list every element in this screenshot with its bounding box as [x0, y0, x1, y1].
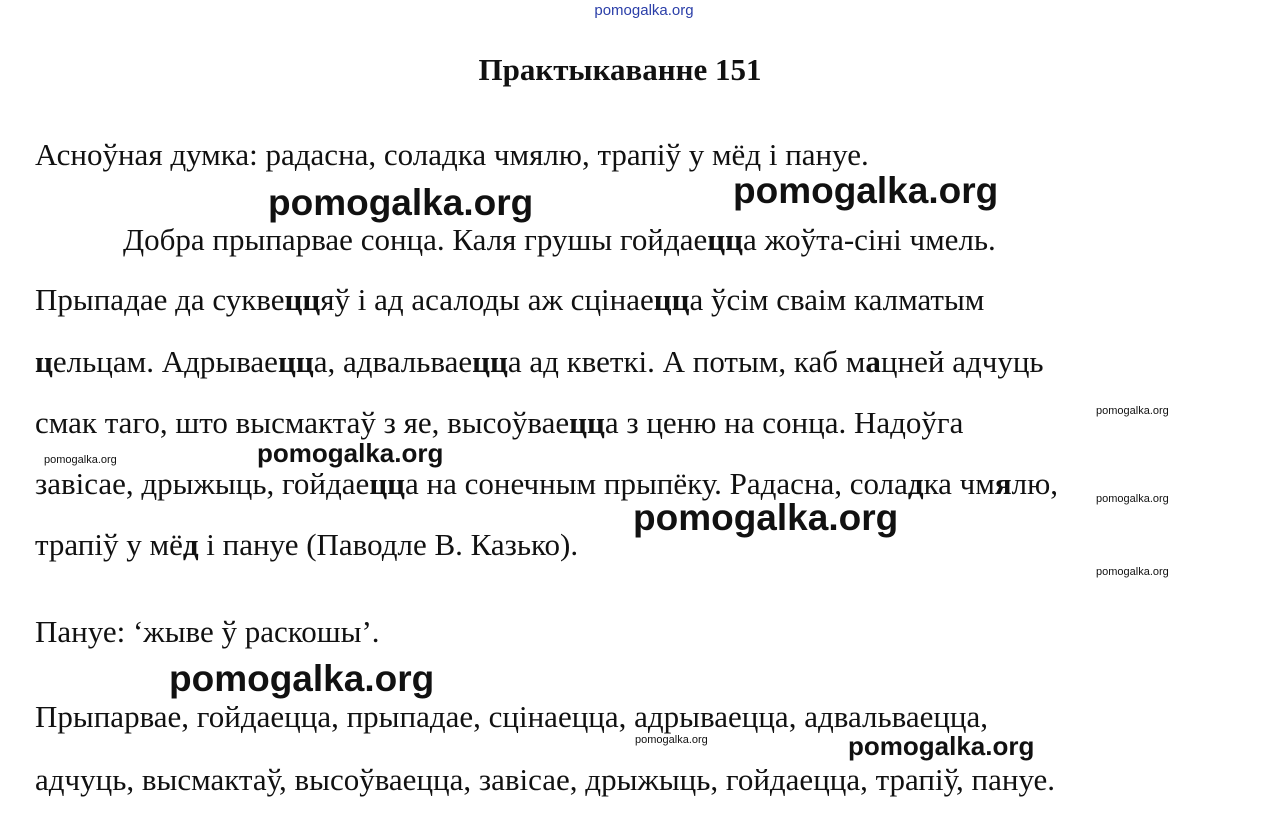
- watermark: pomogalka.org: [848, 731, 1035, 761]
- emphasis-letters: д: [907, 466, 924, 501]
- page-title: Практыкаванне 151: [478, 52, 762, 87]
- emphasis-letters: я: [994, 466, 1012, 501]
- text-run: трапіў у мё: [35, 527, 183, 562]
- text-run: Добра прыпарвае сонца. Каля грушы гойдае: [123, 222, 708, 257]
- passage-line: [35, 342, 1044, 382]
- text-run: смак таго, што высмактаў з яе, высоўвае: [35, 405, 570, 440]
- emphasis-letters: цц: [284, 282, 321, 317]
- text-run: завісае, дрыжыць, гойдае: [35, 466, 370, 501]
- text-run: і пануе (Паводле В. Казько).: [198, 527, 579, 562]
- emphasis-letters: цц: [707, 222, 743, 257]
- emphasis-letters: цц: [472, 344, 508, 379]
- main-idea: Асноўная думка: радасна, соладка чмялю, трапіў у мёд і пануе.: [35, 137, 869, 172]
- emphasis-letters: д: [182, 527, 199, 562]
- emphasis-letters: а: [865, 344, 881, 379]
- text-run: а з ценю на сонца. Надоўга: [604, 405, 964, 440]
- watermark: pomogalka.org: [733, 170, 999, 211]
- watermark: pomogalka.org: [1096, 566, 1169, 578]
- text-run: а, адвальвае: [313, 344, 473, 379]
- text-run: ка чм: [923, 466, 995, 501]
- text-run: а жоўта-сіні чмель.: [742, 222, 996, 257]
- text-run: а ўсім сваім калматым: [689, 282, 985, 317]
- emphasis-letters: цц: [569, 405, 605, 440]
- emphasis-letters: цц: [369, 466, 406, 501]
- text-run: ельцам. Адрывае: [52, 344, 278, 379]
- text-run: лю,: [1011, 466, 1059, 501]
- watermark: pomogalka.org: [257, 438, 444, 468]
- watermark: pomogalka.org: [44, 454, 117, 466]
- watermark: pomogalka.org: [1096, 405, 1169, 417]
- watermark: pomogalka.org: [268, 182, 534, 223]
- emphasis-letters: ц: [35, 344, 53, 379]
- passage-line: [35, 403, 963, 443]
- passage-line: [35, 525, 578, 565]
- text-run: цней адчуць: [880, 344, 1044, 379]
- text-run: а на сонечным прыпёку. Радасна, сола: [405, 466, 908, 501]
- passage-line: [123, 220, 996, 260]
- emphasis-letters: цц: [653, 282, 690, 317]
- watermark: pomogalka.org: [169, 658, 435, 699]
- word-list-line: адчуць, высмактаў, высоўваецца, завісае, дрыжыць, гойдаецца, трапіў, пануе.: [35, 762, 1056, 797]
- watermark: pomogalka.org: [1096, 493, 1169, 505]
- word-list-line: Прыпарвае, гойдаецца, прыпадае, сцінаецца, адрываецца, адвальваецца,: [35, 699, 989, 734]
- site-link[interactable]: pomogalka.org: [594, 2, 694, 19]
- passage-line: [35, 464, 1058, 504]
- text-run: а ад кветкі. А потым, каб м: [507, 344, 866, 379]
- watermark: pomogalka.org: [635, 734, 708, 746]
- text-run: Прыпадае да сукве: [35, 282, 285, 317]
- passage-line: [35, 280, 984, 320]
- definition: Пануе: ‘жыве ў раскошы’.: [35, 614, 380, 649]
- emphasis-letters: цц: [277, 344, 314, 379]
- watermark: pomogalka.org: [633, 497, 899, 538]
- text-run: яў і ад асалоды аж сцінае: [320, 282, 654, 317]
